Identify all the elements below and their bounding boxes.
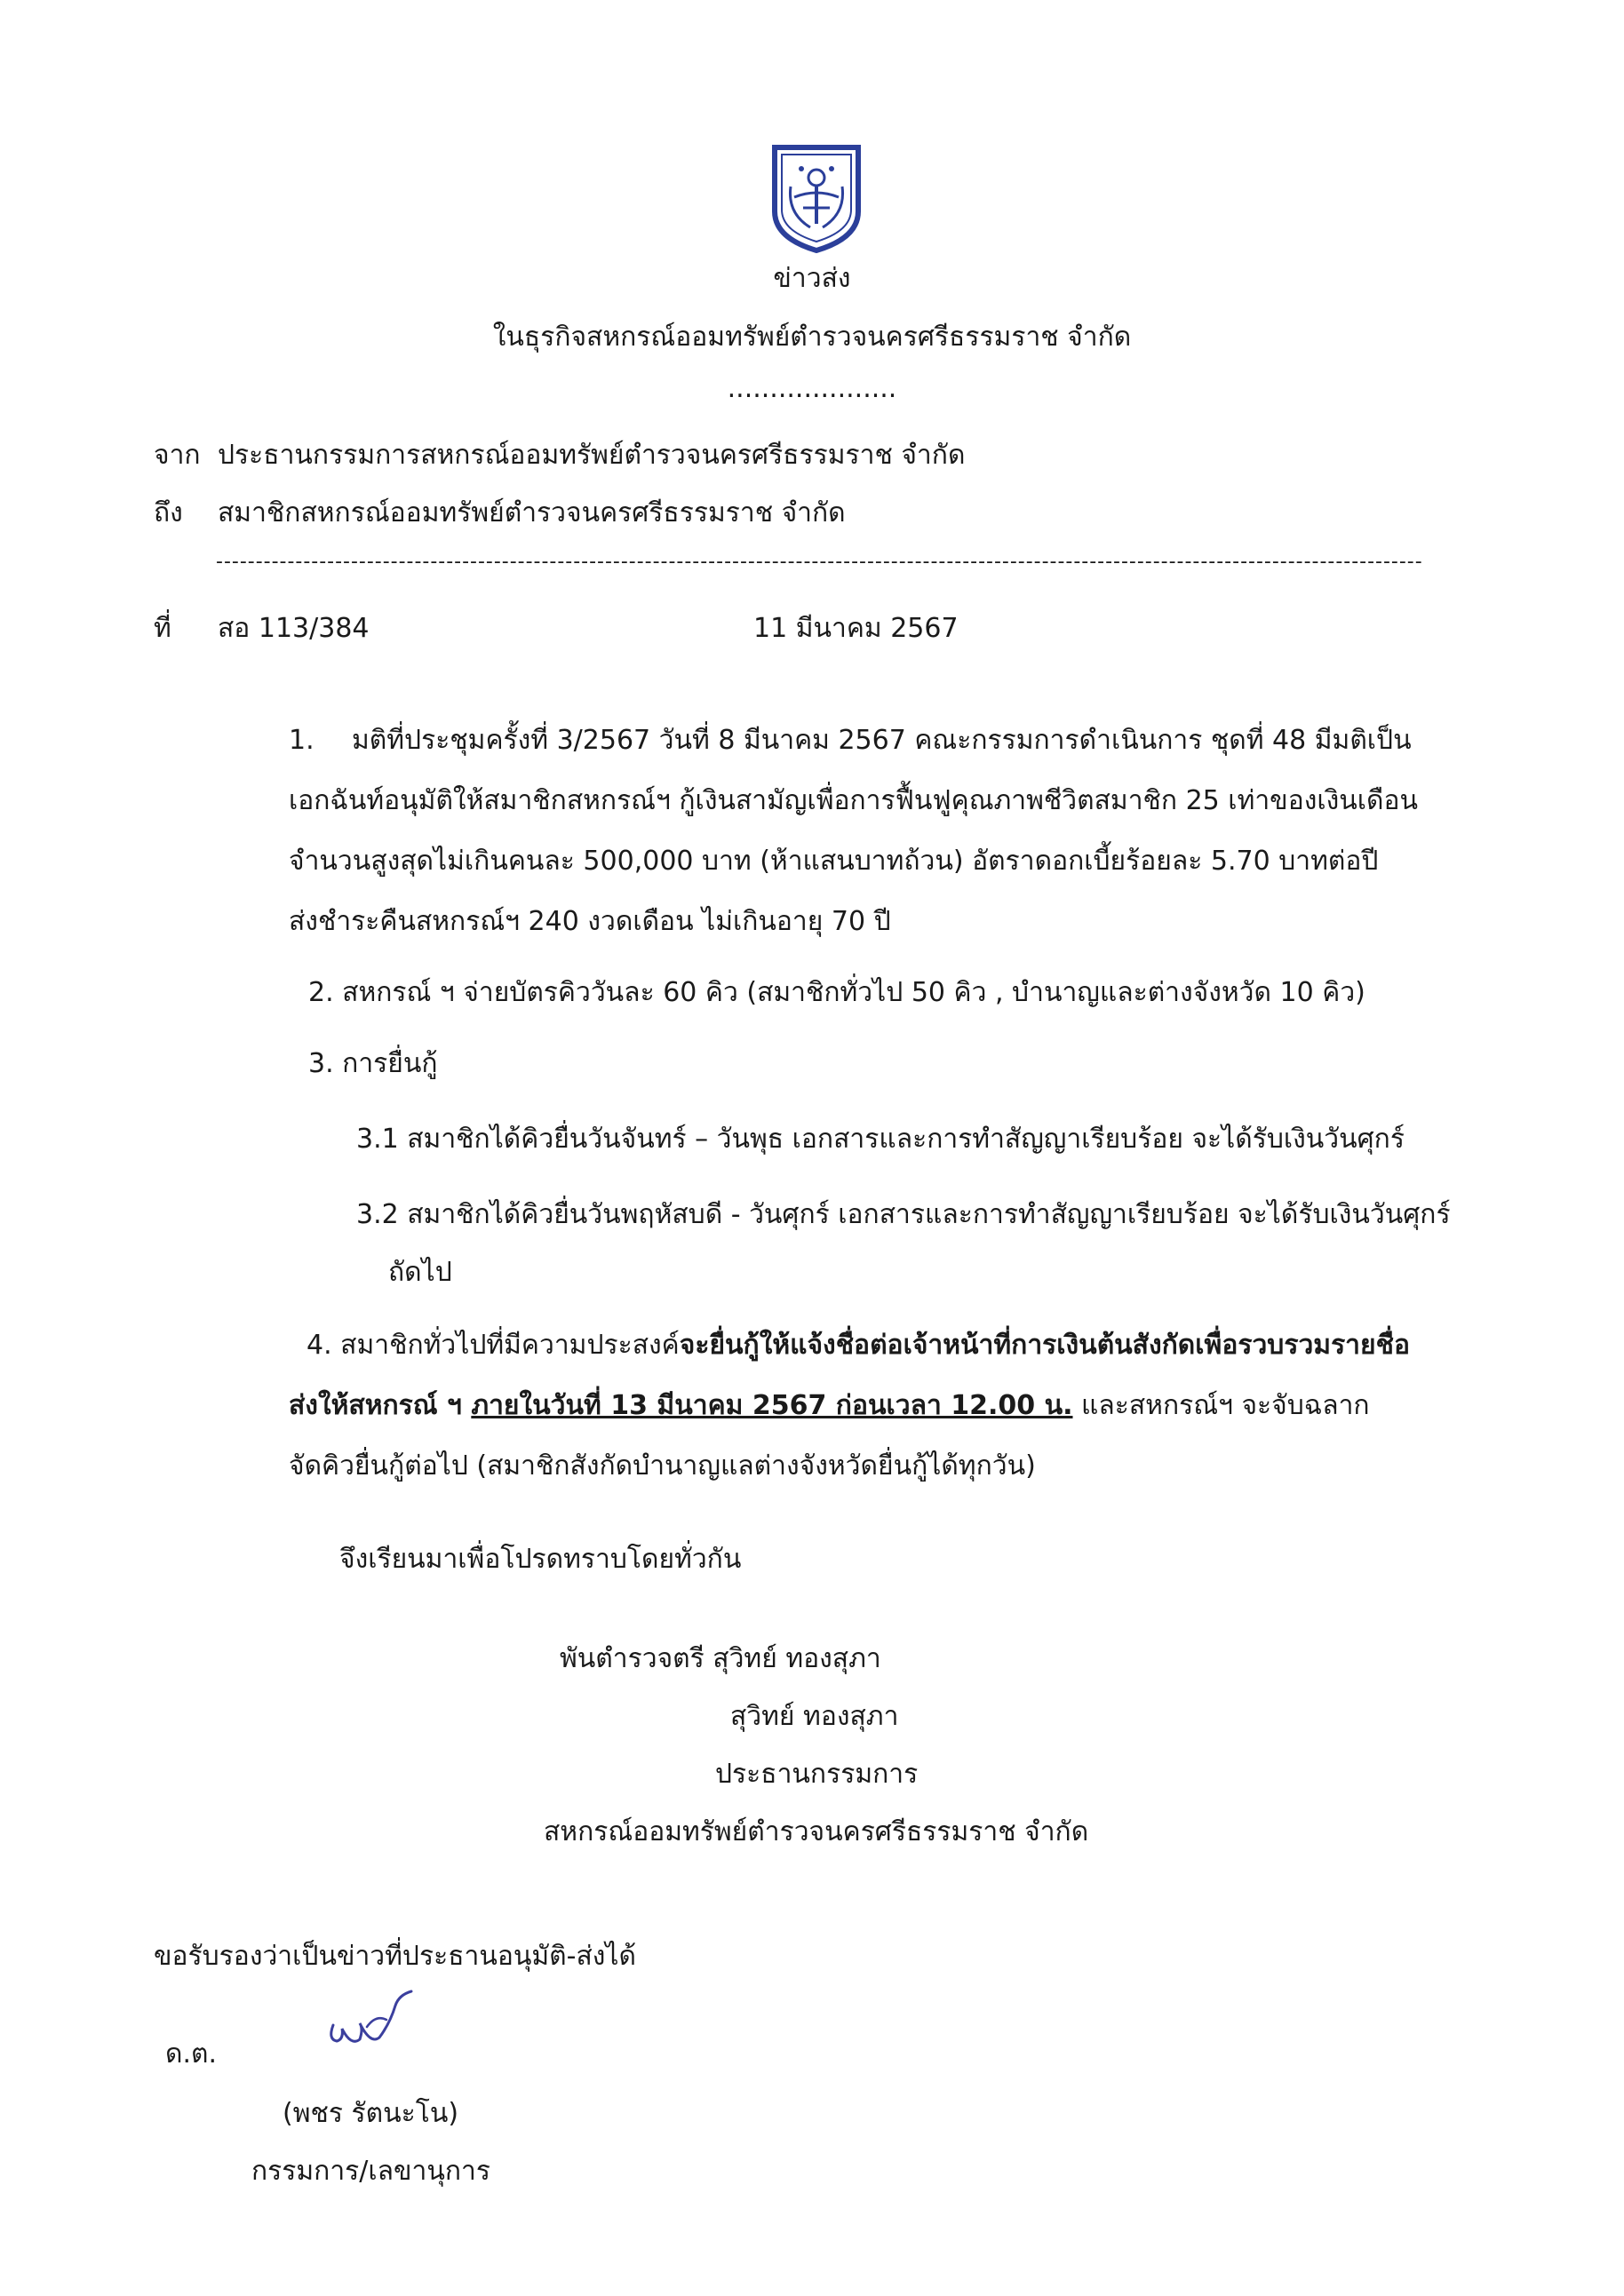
organization-line: ในธุรกิจสหกรณ์ออมทรัพย์ตำรวจนครศรีธรรมราช จำกัด xyxy=(492,322,1132,353)
signatory-position: ประธานกรรมการ xyxy=(715,1759,919,1790)
closing-text: จึงเรียนมาเพื่อโปรดทราบโดยทั่วกัน xyxy=(339,1544,742,1575)
item1-line2: เอกฉันท์อนุมัติให้สมาชิกสหกรณ์ฯ กู้เงินสามัญเพื่อการฟื้นฟูคุณภาพชีวิตสมาชิก 25 เท่าของเงินเดือน xyxy=(289,785,1419,816)
item1-line3: จำนวนสูงสุดไม่เกินคนละ 500,000 บาท (ห้าแสนบาทถ้วน) อัตราดอกเบี้ยร้อยละ 5.70 บาทต่อปี xyxy=(289,846,1379,877)
item4-line1-plain: 4. สมาชิกทั่วไปที่มีความประสงค์ xyxy=(306,1330,680,1361)
separator-line: -------------------------------------------------------------------------------------------------------------------------------------------------------- xyxy=(216,551,1423,573)
to-text: สมาชิกสหกรณ์ออมทรัพย์ตำรวจนครศรีธรรมราช จำกัด xyxy=(218,497,846,528)
item3-2-line1: 3.2 สมาชิกได้คิวยื่นวันพฤหัสบดี - วันศุกร์ เอกสารและการทำสัญญาเรียบร้อย จะได้รับเงินวันศุกร์ xyxy=(356,1199,1451,1230)
item4-line2 xyxy=(289,1390,1370,1422)
item1-line1: มติที่ประชุมครั้งที่ 3/2567 วันที่ 8 มีนาคม 2567 คณะกรรมการดำเนินการ ชุดที่ 48 มีมติเป็น xyxy=(352,725,1412,756)
ref-date: 11 มีนาคม 2567 xyxy=(753,613,959,644)
ref-label: ที่ xyxy=(154,613,171,644)
certification-statement: ขอรับรองว่าเป็นข่าวที่ประธานอนุมัติ-ส่งได้ xyxy=(154,1941,637,1972)
certifier-name: (พชร รัตนะโน) xyxy=(283,2098,459,2129)
from-label: จาก xyxy=(154,440,201,471)
item1-line4: ส่งชำระคืนสหกรณ์ฯ 240 งวดเดือน ไม่เกินอายุ 70 ปี xyxy=(289,906,891,937)
handwritten-signature xyxy=(324,1988,422,2059)
item2-text: 2. สหกรณ์ ฯ จ่ายบัตรคิววันละ 60 คิว (สมาชิกทั่วไป 50 คิว , บำนาญและต่างจังหวัด 10 คิว) xyxy=(308,977,1365,1008)
signatory-name: สุวิทย์ ทองสุภา xyxy=(730,1701,899,1732)
item3-2-line2: ถัดไป xyxy=(388,1257,452,1288)
item4-line1 xyxy=(306,1330,1410,1362)
item4-line1-bold: จะยื่นกู้ให้แจ้งชื่อต่อเจ้าหน้าที่การเงินต้นสังกัดเพื่อรวบรวมรายชื่อ xyxy=(679,1330,1410,1361)
to-label: ถึง xyxy=(154,497,183,528)
ref-number: สอ 113/384 xyxy=(218,613,370,644)
item3-heading: 3. การยื่นกู้ xyxy=(308,1048,438,1079)
item4-line2-plain: และสหกรณ์ฯ จะจับฉลาก xyxy=(1072,1390,1370,1421)
header-dots: .................... xyxy=(727,373,897,404)
signatory-organization: สหกรณ์ออมทรัพย์ตำรวจนครศรีธรรมราช จำกัด xyxy=(544,1816,1089,1847)
item4-line3: จัดคิวยื่นกู้ต่อไป (สมาชิกสังกัดบำนาญแลต่างจังหวัดยื่นกู้ได้ทุกวัน) xyxy=(289,1450,1036,1482)
from-text: ประธานกรรมการสหกรณ์ออมทรัพย์ตำรวจนครศรีธรรมราช จำกัด xyxy=(218,440,966,471)
item4-deadline: ภายในวันที่ 13 มีนาคม 2567 ก่อนเวลา 12.00 น. xyxy=(471,1390,1073,1421)
item3-1-text: 3.1 สมาชิกได้คิวยื่นวันจันทร์ – วันพุธ เอกสารและการทำสัญญาเรียบร้อย จะได้รับเงินวันศุกร์ xyxy=(356,1124,1405,1155)
signatory-rank-name: พันตำรวจตรี สุวิทย์ ทองสุภา xyxy=(560,1643,881,1674)
item1-number: 1. xyxy=(289,725,314,756)
coop-emblem-icon xyxy=(768,142,865,253)
certifier-rank: ด.ต. xyxy=(165,2038,218,2070)
item4-line2-bold: ส่งให้สหกรณ์ ฯ xyxy=(289,1390,472,1421)
certifier-position: กรรมการ/เลขานุการ xyxy=(251,2156,491,2187)
document-title: ข่าวส่ง xyxy=(773,263,851,294)
